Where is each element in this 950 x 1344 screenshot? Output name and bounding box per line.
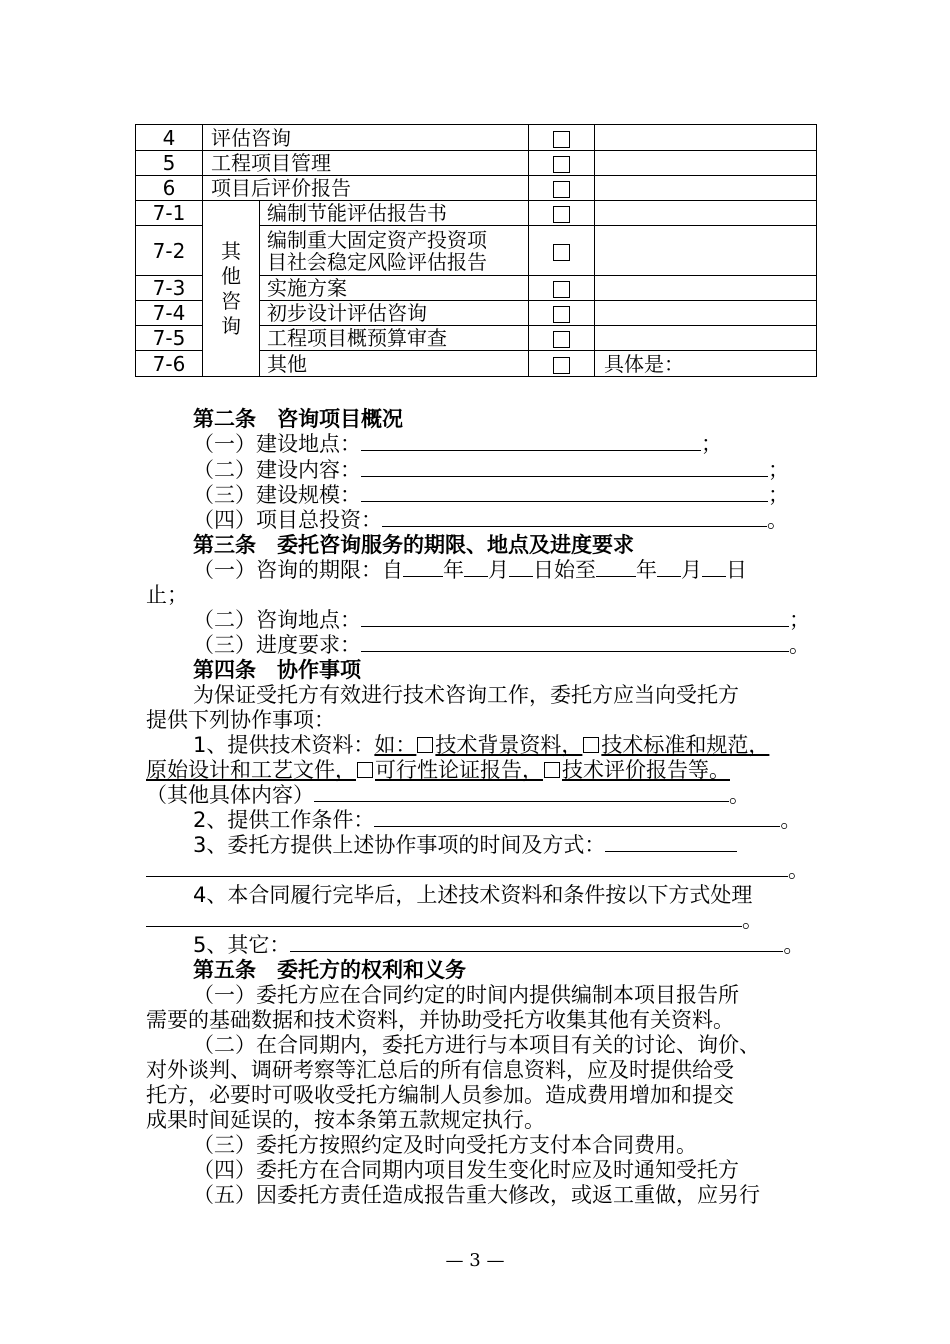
- scale-blank[interactable]: [361, 483, 768, 502]
- group-char: 他: [221, 263, 241, 288]
- row-name: [260, 226, 529, 276]
- row-checkbox[interactable]: [529, 351, 595, 377]
- row-number: 7-5: [136, 326, 203, 351]
- art4-item1-l2: [146, 757, 730, 783]
- row-number: 7-4: [136, 301, 203, 326]
- punct: ；: [768, 458, 789, 482]
- option-prefix: 如：: [374, 733, 417, 757]
- row-name: 编制节能评估报告书: [260, 201, 529, 226]
- time-method-blank[interactable]: [605, 833, 737, 852]
- row-name: 实施方案: [260, 276, 529, 301]
- row-number: 7-3: [136, 276, 203, 301]
- punct: 。: [780, 808, 802, 832]
- item-label: 5、其它：: [193, 933, 291, 957]
- disposal-blank[interactable]: [146, 908, 742, 927]
- item-options: [374, 733, 769, 757]
- option-label: 技术背景资料，: [435, 733, 583, 757]
- checkbox-icon: [553, 306, 570, 323]
- table-row: [136, 176, 817, 201]
- investment-blank[interactable]: [382, 508, 767, 527]
- art2-investment-line: [193, 507, 788, 533]
- row-checkbox[interactable]: [529, 301, 595, 326]
- art3-period-line: [193, 557, 747, 583]
- art4-item2: [193, 807, 801, 833]
- unit: 日始至: [533, 558, 596, 582]
- option-label: 技术评价报告等。: [562, 758, 730, 782]
- row-number: 4: [136, 125, 203, 151]
- art3-period-cont: 止；: [146, 583, 188, 607]
- row-name-line: 目社会稳定风险评估报告: [267, 249, 487, 274]
- row-name-line: 编制重大固定资产投资项: [267, 227, 487, 252]
- row-number: 7-1: [136, 201, 203, 226]
- checkbox-icon[interactable]: [583, 737, 599, 753]
- art4-item4: 4、本合同履行完毕后，上述技术资料和条件按以下方式处理: [193, 883, 753, 907]
- unit: 月: [681, 558, 702, 582]
- field-label: （二）咨询地点：: [193, 608, 361, 632]
- art4-item3: [193, 832, 737, 858]
- unit: 日: [726, 558, 747, 582]
- art2-scale-line: [193, 482, 789, 508]
- row-remark: 具体是：: [595, 351, 817, 377]
- row-remark: [595, 176, 817, 201]
- art5-p2-l2: 对外谈判、调研考察等汇总后的所有信息资料，应及时提供给受: [146, 1058, 734, 1082]
- row-checkbox[interactable]: [529, 151, 595, 176]
- article-4-title: 第四条 协作事项: [193, 658, 361, 682]
- art5-p2-l1: （二）在合同期内，委托方进行与本项目有关的讨论、询价、: [193, 1033, 760, 1057]
- punct: ；: [789, 608, 810, 632]
- checkbox-icon[interactable]: [357, 762, 373, 778]
- art2-location-line: [193, 431, 722, 457]
- checkbox-icon: [553, 156, 570, 173]
- row-remark: [595, 151, 817, 176]
- time-method-blank-2[interactable]: [146, 858, 788, 877]
- row-remark: [595, 276, 817, 301]
- row-number: 5: [136, 151, 203, 176]
- start-day-blank[interactable]: [509, 558, 533, 577]
- punct: ；: [701, 432, 722, 456]
- article-5-title: 第五条 委托方的权利和义务: [193, 958, 466, 982]
- option-label: 原始设计和工艺文件，: [146, 758, 356, 782]
- item-label: 1、提供技术资料：: [193, 733, 375, 757]
- row-name: 工程项目管理: [203, 151, 529, 176]
- location-blank[interactable]: [361, 432, 701, 451]
- row-checkbox[interactable]: [529, 176, 595, 201]
- row-checkbox[interactable]: [529, 226, 595, 276]
- field-label: （二）建设内容：: [193, 458, 361, 482]
- row-number: 7-6: [136, 351, 203, 377]
- start-year-blank[interactable]: [403, 558, 443, 577]
- field-label: （三）进度要求：: [193, 633, 361, 657]
- art4-item3-cont: [146, 857, 809, 883]
- other-blank[interactable]: [290, 933, 783, 952]
- row-checkbox[interactable]: [529, 201, 595, 226]
- article-2-title: 第二条 咨询项目概况: [193, 407, 403, 431]
- art5-p4: （四）委托方在合同期内项目发生变化时应及时通知受托方: [193, 1158, 739, 1182]
- end-year-blank[interactable]: [596, 558, 636, 577]
- end-month-blank[interactable]: [657, 558, 681, 577]
- start-month-blank[interactable]: [464, 558, 488, 577]
- content-blank[interactable]: [361, 458, 768, 477]
- checkbox-icon: [553, 181, 570, 198]
- row-name: 工程项目概预算审查: [260, 326, 529, 351]
- item-label: 2、提供工作条件：: [193, 808, 375, 832]
- row-remark: [595, 301, 817, 326]
- group-char: 其: [221, 238, 241, 263]
- option-label: 技术标准和规范，: [601, 733, 770, 757]
- unit: 月: [488, 558, 509, 582]
- article-3-title: 第三条 委托咨询服务的期限、地点及进度要求: [193, 533, 634, 557]
- checkbox-icon: [553, 331, 570, 348]
- row-number: 7-2: [136, 226, 203, 276]
- checkbox-icon[interactable]: [544, 762, 560, 778]
- page-number: — 3 —: [445, 1250, 505, 1271]
- field-label: （一）建设地点：: [193, 432, 361, 456]
- art5-p1-l2: 需要的基础数据和技术资料，并协助受托方收集其他有关资料。: [146, 1008, 734, 1032]
- art2-content-line: [193, 457, 789, 483]
- item-label: 3、委托方提供上述协作事项的时间及方式：: [193, 833, 606, 857]
- art3-progress-line: [193, 632, 810, 658]
- progress-blank[interactable]: [361, 633, 789, 652]
- place-blank[interactable]: [361, 608, 789, 627]
- punct: 。: [767, 508, 788, 532]
- row-name: 其他: [260, 351, 529, 377]
- art5-p1-l1: （一）委托方应在合同约定的时间内提供编制本项目报告所: [193, 983, 739, 1007]
- art5-p2-l3: 托方，必要时可吸收受托方编制人员参加。造成费用增加和提交: [146, 1083, 734, 1107]
- punct: 。: [788, 858, 809, 882]
- punct: ；: [768, 483, 789, 507]
- field-label: （三）建设规模：: [193, 483, 361, 507]
- art5-p5: （五）因委托方责任造成报告重大修改，或返工重做，应另行: [193, 1183, 760, 1207]
- row-name: 项目后评价报告: [203, 176, 529, 201]
- field-label: （其他具体内容）: [146, 783, 314, 807]
- end-day-blank[interactable]: [702, 558, 726, 577]
- art4-item4-cont: [146, 907, 763, 933]
- checkbox-icon: [553, 357, 570, 374]
- row-number: 6: [136, 176, 203, 201]
- field-label: （一）咨询的期限：自: [193, 558, 403, 582]
- art4-intro-l2: 提供下列协作事项：: [146, 708, 335, 732]
- other-content-blank[interactable]: [314, 783, 729, 802]
- table-row: [136, 201, 817, 226]
- punct: 。: [789, 633, 810, 657]
- group-label-other-consulting: [203, 201, 260, 377]
- row-remark: [595, 226, 817, 276]
- row-remark: [595, 326, 817, 351]
- checkbox-icon: [553, 281, 570, 298]
- row-checkbox[interactable]: [529, 125, 595, 151]
- work-conditions-blank[interactable]: [374, 808, 780, 827]
- art4-item5: [193, 932, 804, 958]
- checkbox-icon: [553, 131, 570, 148]
- punct: 。: [783, 933, 805, 957]
- table-row: [136, 125, 817, 151]
- unit: 年: [443, 558, 464, 582]
- unit: 年: [636, 558, 657, 582]
- group-char: 咨: [221, 288, 241, 313]
- row-checkbox[interactable]: [529, 326, 595, 351]
- art4-item1-l3: [146, 782, 750, 808]
- row-name: 初步设计评估咨询: [260, 301, 529, 326]
- punct: 。: [729, 783, 750, 807]
- art4-intro-l1: 为保证受托方有效进行技术咨询工作，委托方应当向受托方: [193, 683, 739, 707]
- checkbox-icon: [553, 244, 570, 261]
- art5-p3: （三）委托方按照约定及时向受托方支付本合同费用。: [193, 1133, 697, 1157]
- row-name: 评估咨询: [203, 125, 529, 151]
- row-remark: [595, 125, 817, 151]
- row-checkbox[interactable]: [529, 276, 595, 301]
- art3-place-line: [193, 607, 810, 633]
- table-row: [136, 151, 817, 176]
- group-char: 询: [221, 313, 241, 338]
- field-label: （四）项目总投资：: [193, 508, 382, 532]
- punct: 。: [742, 908, 763, 932]
- checkbox-icon: [553, 206, 570, 223]
- checkbox-icon[interactable]: [417, 737, 433, 753]
- row-remark: [595, 201, 817, 226]
- art4-item1-l1: [193, 732, 769, 758]
- art5-p2-l4: 成果时间延误的，按本条第五款规定执行。: [146, 1108, 545, 1132]
- service-items-table: [135, 124, 817, 377]
- option-label: 可行性论证报告，: [375, 758, 543, 782]
